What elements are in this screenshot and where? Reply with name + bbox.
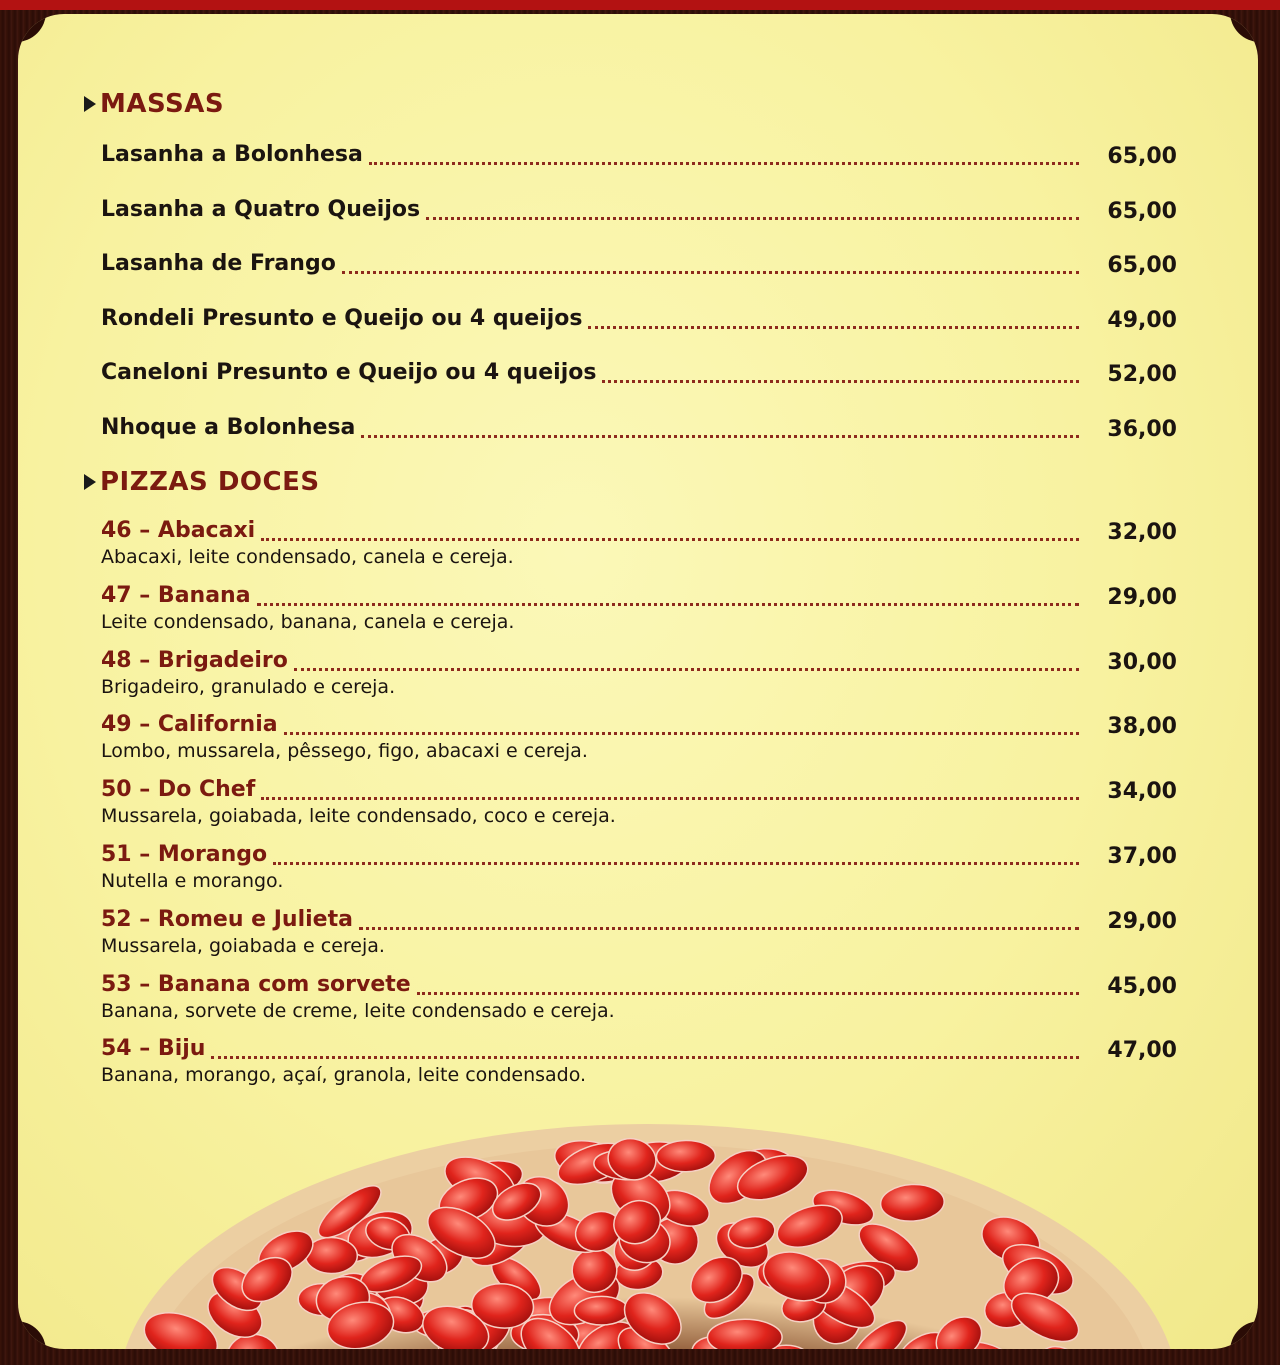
menu-item — [101, 647, 1177, 698]
menu-item-price: 65,00 — [1107, 144, 1177, 169]
section-title-text: PIZZAS DOCES — [100, 467, 320, 497]
menu-item — [101, 777, 1177, 828]
menu-item-name: 46 – Abacaxi — [101, 518, 256, 543]
menu-item-description: Mussarela, goiabada, leite condensado, coco e cereja. — [101, 805, 616, 828]
menu-item-price: 45,00 — [1107, 973, 1177, 999]
menu-item-description: Mussarela, goiabada e cereja. — [101, 934, 385, 957]
section-title-pizzas-doces — [84, 467, 320, 497]
menu-item — [101, 415, 1177, 455]
strawberry-slice — [656, 1140, 715, 1172]
menu-item-name: 51 – Morango — [101, 842, 268, 867]
menu-item-description: Banana, morango, açaí, granola, leite condensado. — [101, 1064, 587, 1087]
menu-item — [101, 518, 1177, 568]
corner-notch — [1230, 14, 1258, 42]
menu-item-description: Banana, sorvete de creme, leite condensado e cereja. — [101, 999, 615, 1022]
menu-item-name: 49 – California — [101, 712, 278, 738]
menu-item-price: 38,00 — [1107, 714, 1177, 740]
arrow-right-icon — [84, 474, 96, 490]
menu-item — [101, 971, 1177, 1022]
dotted-leader — [273, 862, 1079, 865]
menu-item — [101, 197, 1177, 237]
dotted-leader — [588, 326, 1079, 329]
strawberry-slice — [708, 1319, 783, 1349]
menu-card — [18, 14, 1258, 1349]
menu-item — [101, 142, 1177, 182]
menu-item-description: Brigadeiro, granulado e cereja. — [101, 675, 396, 698]
menu-item — [101, 712, 1177, 763]
menu-item-description: Nutella e morango. — [101, 870, 284, 892]
menu-item — [101, 842, 1177, 892]
menu-item — [101, 1036, 1177, 1087]
menu-item-price: 34,00 — [1107, 779, 1177, 805]
menu-item-description: Lombo, mussarela, pêssego, figo, abacaxi e cereja. — [101, 740, 588, 763]
menu-item-name: 50 – Do Chef — [101, 777, 256, 803]
menu-item — [101, 906, 1177, 957]
dotted-leader — [417, 992, 1079, 995]
dotted-leader — [342, 271, 1079, 274]
dotted-leader — [361, 435, 1079, 438]
menu-item-price: 29,00 — [1107, 908, 1177, 934]
dotted-leader — [294, 668, 1079, 671]
strawberry-pizza-photo — [118, 1104, 1178, 1349]
arrow-right-icon — [84, 96, 96, 112]
dotted-leader — [284, 732, 1079, 735]
menu-item-description: Abacaxi, leite condensado, canela e cereja. — [101, 546, 514, 568]
dotted-leader — [426, 217, 1079, 220]
corner-notch — [1230, 1321, 1258, 1349]
strawberry-slice — [574, 1296, 628, 1325]
menu-item-name: Nhoque a Bolonhesa — [101, 414, 356, 440]
dotted-leader — [359, 927, 1079, 930]
menu-item-name: 53 – Banana com sorvete — [101, 971, 411, 997]
menu-item-price: 36,00 — [1107, 416, 1177, 442]
dotted-leader — [602, 380, 1079, 383]
dotted-leader — [261, 538, 1079, 541]
menu-item-name: Lasanha a Bolonhesa — [101, 142, 363, 167]
dotted-leader — [369, 162, 1079, 165]
menu-item-name: 48 – Brigadeiro — [101, 647, 288, 673]
menu-item-price: 37,00 — [1107, 844, 1177, 869]
menu-item-name: Lasanha de Frango — [101, 251, 336, 276]
corner-notch — [18, 1321, 46, 1349]
menu-item-price: 65,00 — [1107, 198, 1177, 224]
menu-item-name: Caneloni Presunto e Queijo ou 4 queijos — [101, 360, 597, 385]
menu-item — [101, 251, 1177, 291]
menu-item-price: 52,00 — [1107, 362, 1177, 387]
dotted-leader — [261, 797, 1079, 800]
corner-notch — [18, 14, 46, 42]
menu-item-price: 47,00 — [1107, 1038, 1177, 1064]
menu-item — [101, 306, 1177, 346]
menu-item-name: Rondeli Presunto e Queijo ou 4 queijos — [101, 305, 583, 331]
menu-item-description: Leite condensado, banana, canela e cereja. — [101, 610, 515, 633]
menu-item — [101, 360, 1177, 400]
menu-item-price: 30,00 — [1107, 649, 1177, 675]
section-title-text: MASSAS — [100, 89, 225, 119]
menu-item-name: 52 – Romeu e Julieta — [101, 906, 353, 932]
section-title-massas — [84, 89, 224, 119]
menu-item-name: 47 – Banana — [101, 582, 251, 608]
top-red-strip — [0, 0, 1280, 10]
menu-item — [101, 582, 1177, 633]
menu-item-price: 32,00 — [1107, 520, 1177, 545]
menu-item-price: 65,00 — [1107, 253, 1177, 278]
menu-item-price: 49,00 — [1107, 307, 1177, 333]
dotted-leader — [257, 603, 1079, 606]
menu-item-name: Lasanha a Quatro Queijos — [101, 196, 421, 222]
menu-item-price: 29,00 — [1107, 584, 1177, 610]
dotted-leader — [211, 1056, 1079, 1059]
menu-item-name: 54 – Biju — [101, 1036, 206, 1062]
